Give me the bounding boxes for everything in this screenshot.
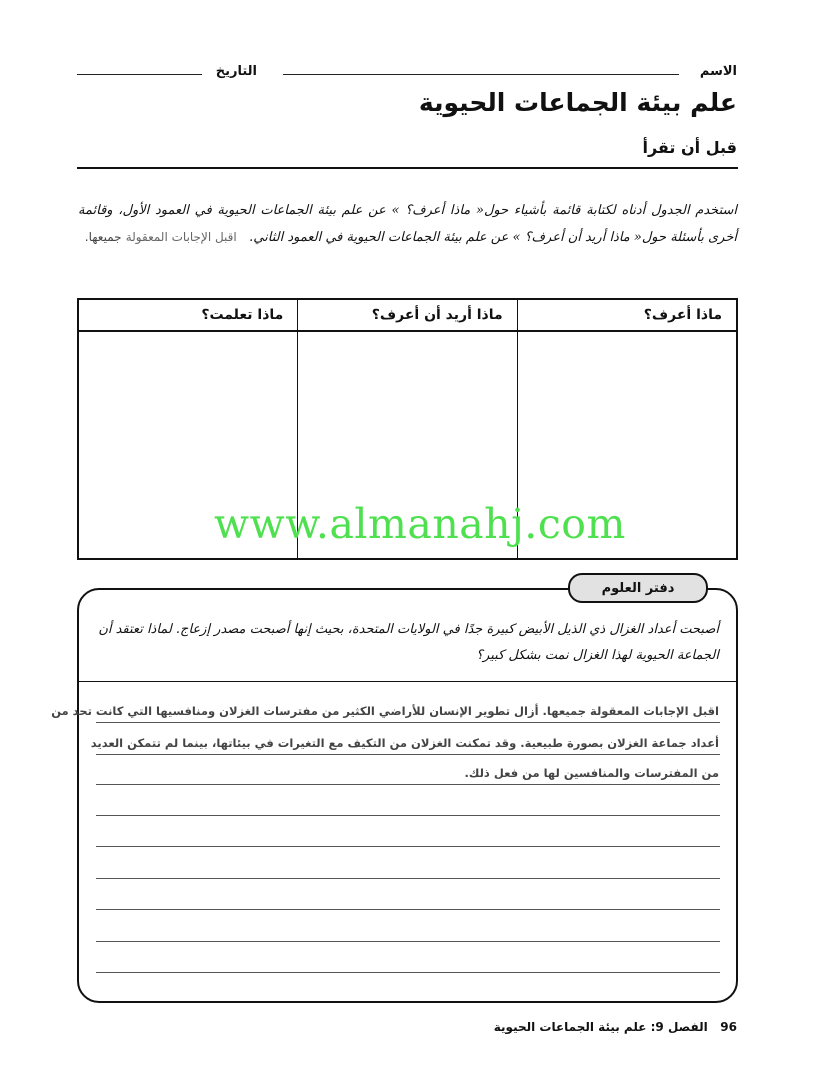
notebook-question: أصبحت أعداد الغزال ذي الذيل الأبيض كبيرة جدًا في الولايات المتحدة، بحيث إنها أصبحت مصدر إزعاج. لماذا تعتقد أن الجماعة الحيوية لهذا الغزال نمت بشكل كبير؟ — [98, 622, 719, 663]
name-line[interactable] — [283, 74, 679, 75]
page-title: علم بيئة الجماعات الحيوية — [418, 88, 737, 117]
answer-line-1: اقبل الإجابات المعقولة جميعها. أزال تطوير الإنسان للأراضي الكثير من مفترسات الغزلان ومنافسيها التي كانت تحد من — [51, 704, 719, 718]
writing-line[interactable] — [96, 909, 720, 910]
instructions — [78, 198, 737, 251]
watermark: www.almanahj.com — [214, 500, 626, 548]
date-label: التاريخ — [215, 64, 257, 79]
answer-line-2: أعداد جماعة الغزلان بصورة طبيعية. وقد تمكنت الغزلان من التكيف مع التغيرات في بيئاتها، بينما لم تتمكن العديد — [90, 736, 719, 750]
writing-line[interactable] — [96, 784, 720, 785]
writing-line[interactable] — [96, 878, 720, 879]
kwl-header-know: ماذا أعرف؟ — [518, 300, 736, 332]
page-number: 96 — [720, 1020, 737, 1034]
page-footer — [494, 1020, 737, 1034]
section-subtitle: قبل أن تقرأ — [642, 138, 737, 157]
name-label: الاسم — [699, 64, 737, 79]
title-rule — [77, 167, 738, 169]
instructions-tail: جميعها. — [84, 230, 122, 244]
writing-line[interactable] — [96, 941, 720, 942]
chapter-label: الفصل 9: علم بيئة الجماعات الحيوية — [493, 1020, 708, 1034]
writing-line[interactable] — [96, 972, 720, 973]
kwl-header-want: ماذا أريد أن أعرف؟ — [298, 300, 516, 332]
writing-line[interactable] — [96, 722, 720, 723]
notebook-separator — [79, 681, 736, 682]
writing-line[interactable] — [96, 754, 720, 755]
writing-line[interactable] — [96, 846, 720, 847]
writing-line[interactable] — [96, 815, 720, 816]
answer-line-3: من المفترسات والمنافسين لها من فعل ذلك. — [464, 766, 719, 780]
instructions-text: استخدم الجدول أدناه لكتابة قائمة بأشياء حول« ماذا أعرف؟ » عن علم بيئة الجماعات الحيوية في العمود الأول، وقائمة أخرى بأسئلة حول« ماذا أريد أن أعرف؟ » عن علم بيئة الجماعات الحيوية في العمود الثاني. — [78, 203, 737, 245]
science-notebook-tab: دفتر العلوم — [568, 573, 708, 603]
kwl-header-learned: ماذا تعلمت؟ — [79, 300, 297, 332]
date-line[interactable] — [77, 74, 202, 75]
instructions-accept: اقبل الإجابات المعقولة — [125, 230, 237, 244]
